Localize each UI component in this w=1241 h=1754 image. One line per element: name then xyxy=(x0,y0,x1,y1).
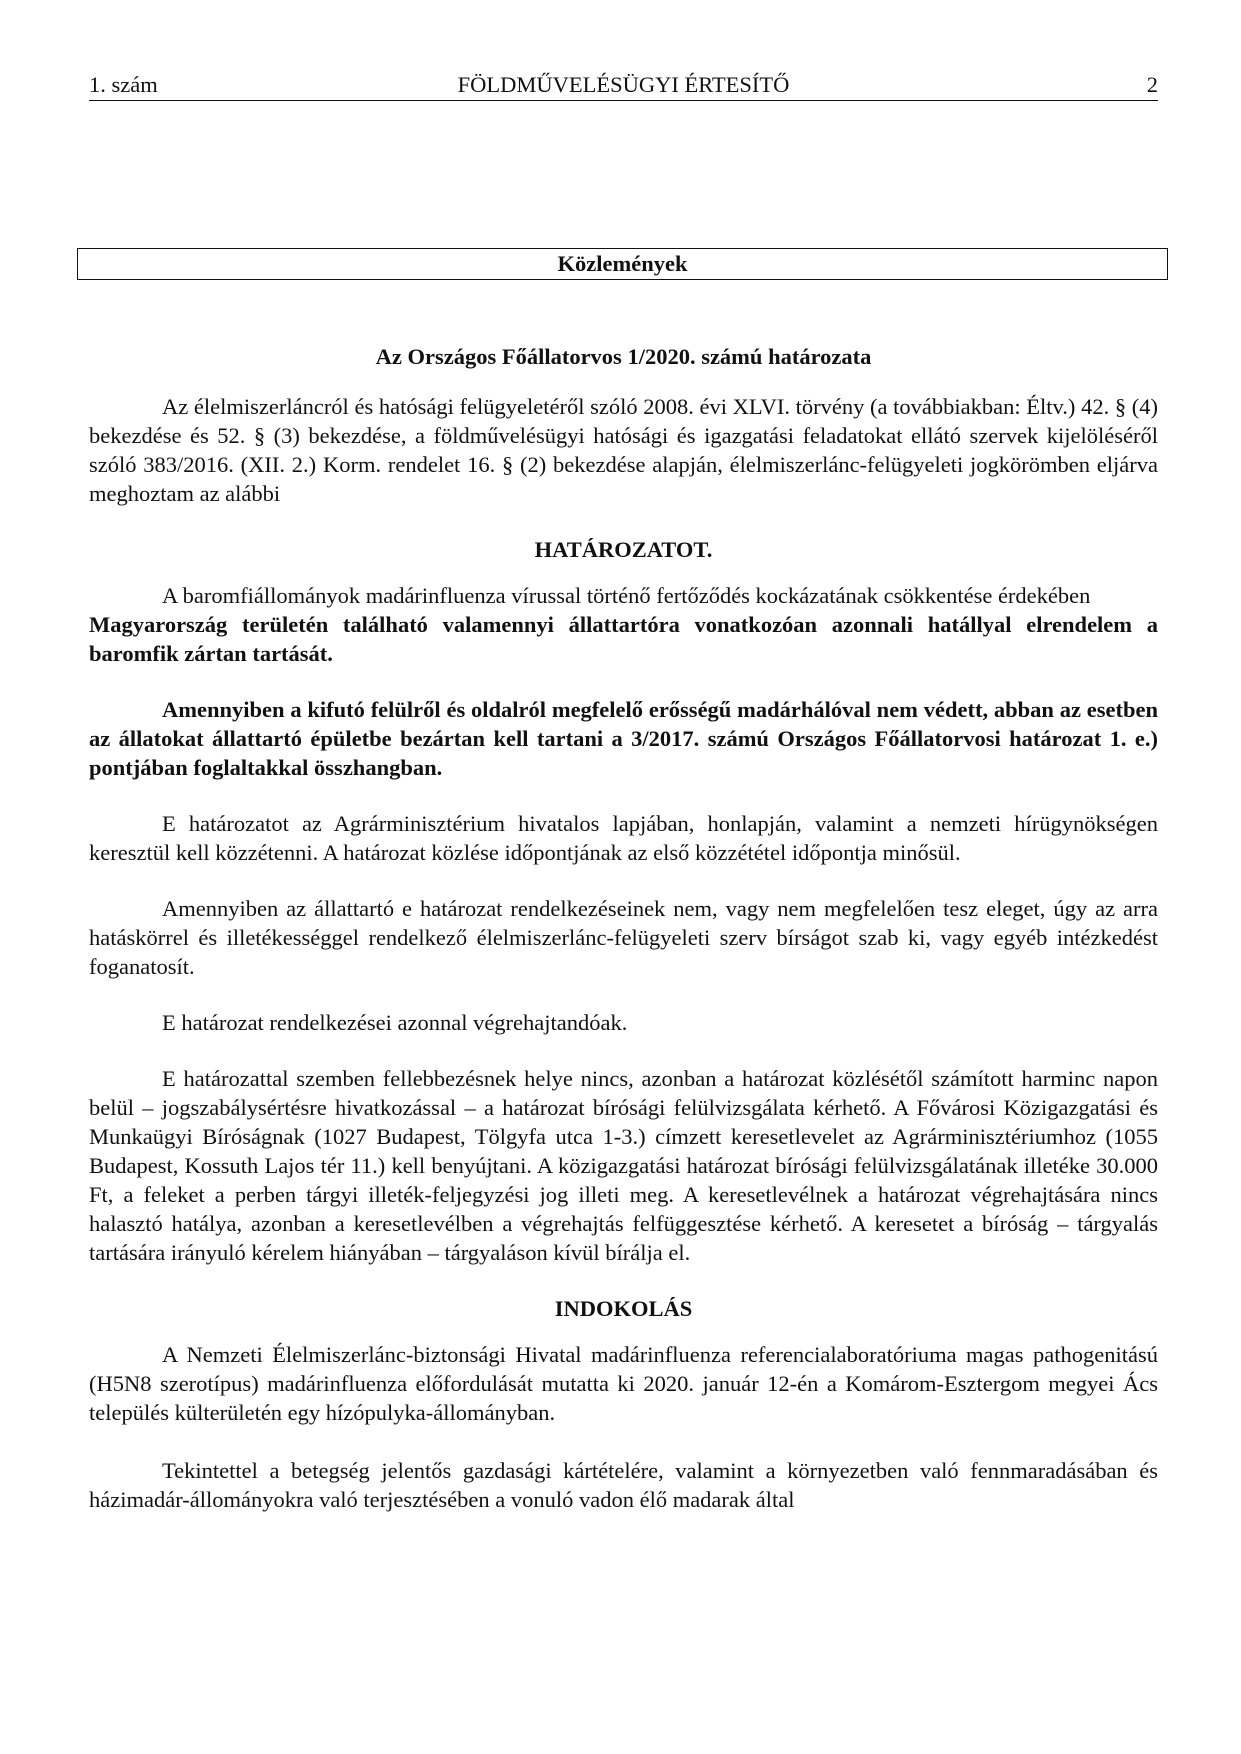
section-title: Közlemények xyxy=(557,251,688,276)
appeal-paragraph: E határozattal szemben fellebbezésnek helye nincs, azonban a határozat közlésétől számított harminc napon belül – jogszabálysértésre hivatkozással – a határozat bírósági felülvizsgálata kérhető. A Fővárosi Közigazgatási és Munkaügyi Bíróságnak (1027 Budapest, Tölgyfa utca 1-3.) címzett keresetlevelet az Agrárminisztériumhoz (1055 Budapest, Kossuth Lajos tér 11.) kell benyújtani. A közigazgatási határozat bírósági felülvizsgálatának illetéke 30.000 Ft, a feleket a perben tárgyi illeték-feljegyzési jog illeti meg. A keresetlevélnek a határozat végrehajtására nincs halasztó hatálya, azonban a keresetlevélben a végrehajtás felfüggesztése kérhető. A keresetet a bíróság – tárgyalás tartására irányuló kérelem hiányában – tárgyaláson kívül bírálja el. xyxy=(89,1066,1158,1265)
reasoning-paragraph: Tekintettel a betegség jelentős gazdasági kártételére, valamint a környezetben való fennmaradásában és házimadár-állományokra való terjesztésében a vonuló vadon élő madarak által xyxy=(89,1458,1158,1512)
finding-paragraph: A Nemzeti Élelmiszerlánc-biztonsági Hivatal madárinfluenza referencialaboratóriuma magas pathogenitású (H5N8 szerotípus) madárinfluenza előfordulását mutatta ki 2020. január 12-én a Komárom-Esztergom megyei Ács település külterületén egy hízópulyka-állományban. xyxy=(89,1342,1158,1425)
document-body xyxy=(89,342,1158,1514)
decision-title: Az Országos Főállatorvos 1/2020. számú határozata xyxy=(375,344,872,369)
decision-heading: HATÁROZATOT. xyxy=(534,537,713,562)
net-rule-paragraph: Amennyiben a kifutó felülről és oldalról megfelelő erősségű madárhálóval nem védett, abban az esetben az állatokat állattartó épületbe bezártan kell tartani a 3/2017. számú Országos Főállatorvosi határozat 1. e.) pontjában foglaltakkal összhangban. xyxy=(89,697,1158,780)
intro-paragraph: Az élelmiszerláncról és hatósági felügyeletéről szóló 2008. évi XLVI. törvény (a továbbiakban: Éltv.) 42. § (4) bekezdése és 52. § (3) bekezdése, a földművelésügyi hatósági és igazgatási feladatokat ellátó szervek kijelöléséről szóló 383/2016. (XII. 2.) Korm. rendelet 16. § (2) bekezdése alapján, élelmiszerlánc-felügyeleti jogkörömben eljárva meghoztam az alábbi xyxy=(89,394,1158,506)
order-paragraph: Magyarország területén található valamennyi állattartóra vonatkozóan azonnali hatállyal elrendelem a baromfik zártan tartását. xyxy=(89,612,1158,666)
enforcement-paragraph: E határozat rendelkezései azonnal végrehajtandóak. xyxy=(162,1010,628,1035)
penalty-paragraph: Amennyiben az állattartó e határozat rendelkezéseinek nem, vagy nem megfelelően tesz eleget, úgy az arra hatáskörrel és illetékességgel rendelkező élelmiszerlánc-felügyeleti szerv bírságot szab ki, vagy egyéb intézkedést foganatosít. xyxy=(89,896,1158,979)
justification-heading: INDOKOLÁS xyxy=(554,1296,693,1321)
publication-paragraph: E határozatot az Agrárminisztérium hivatalos lapjában, honlapján, valamint a nemzeti hírügynökségen keresztül kell közzétenni. A határozat közlése időpontjának az első közzététel időpontja minősül. xyxy=(89,811,1158,865)
page-header xyxy=(89,72,1158,101)
section-title-box xyxy=(77,248,1168,280)
issue-number: 1. szám xyxy=(89,72,158,97)
publication-title: FÖLDMŰVELÉSÜGYI ÉRTESÍTŐ xyxy=(457,72,790,97)
page-number: 2 xyxy=(1146,72,1158,97)
risk-paragraph: A baromfiállományok madárinfluenza vírussal történő fertőződés kockázatának csökkentése érdekében xyxy=(162,583,1091,608)
